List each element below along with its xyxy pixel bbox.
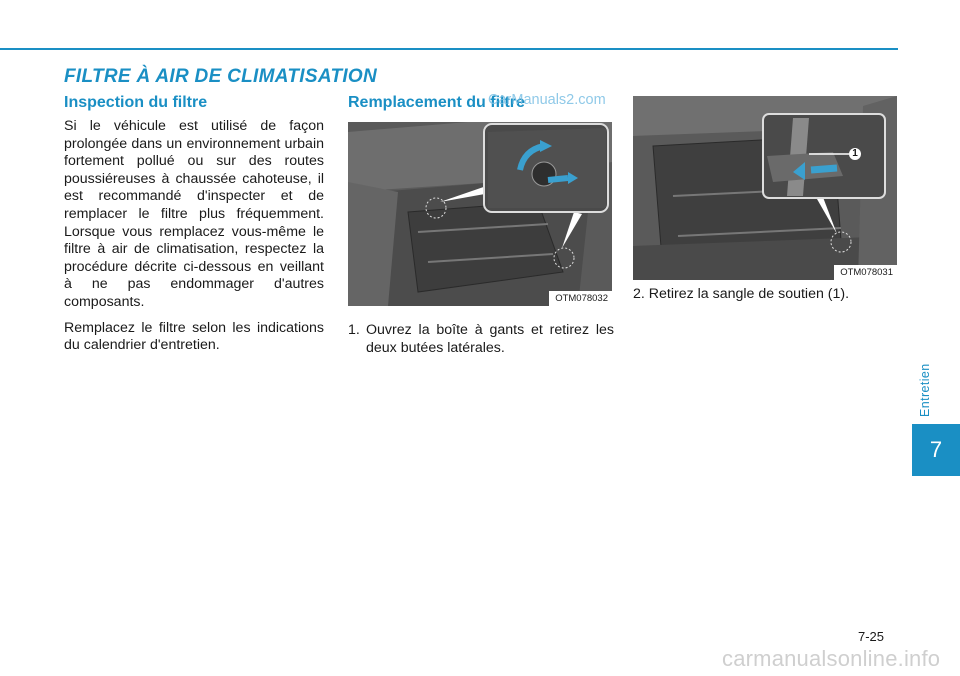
step-text: 2. Retirez la sangle de soutien (1). xyxy=(633,286,850,302)
step-text: Ouvrez la boîte à gants et retirez les deux butées latérales. xyxy=(366,322,614,356)
chapter-number: 7 xyxy=(929,437,943,462)
inspection-paragraph-1: Si le véhicule est utilisé de façon prolongée dans un environnement urbain fortement pollué ou sur des routes poussiéreuses à chaussée cahoteuse, il est recommandé d'inspecter et de remplacer le filtre plus fréquemment. Lorsque vous remplacez vous-même le filtre à air de climatisation, respectez la procédure décrite ci-dessous en veillant à ne pas endommager d'autres composants. xyxy=(64,118,324,310)
chapter-tab xyxy=(912,424,960,476)
inspection-paragraph-2: Remplacez le filtre selon les indications du calendrier d'entretien. xyxy=(64,319,324,354)
glovebox-illustration-2 xyxy=(633,96,897,280)
step-number: 1. xyxy=(348,322,360,338)
step-1 xyxy=(348,322,614,357)
figure-support-strap xyxy=(633,96,897,280)
inspection-text xyxy=(64,118,324,363)
figure-caption: OTM078032 xyxy=(549,291,612,306)
replacement-heading: Remplacement du filtre xyxy=(348,94,525,111)
section-label: Entretien xyxy=(918,363,932,417)
page-title: FILTRE À AIR DE CLIMATISATION xyxy=(64,66,378,87)
figure-caption: OTM078031 xyxy=(834,265,897,280)
callout-number: 1 xyxy=(852,148,858,159)
watermark-top: CarManuals2.com xyxy=(488,92,606,108)
step-2 xyxy=(633,286,899,304)
page-number: 7-25 xyxy=(858,629,885,644)
header-rule xyxy=(0,48,898,50)
figure-glovebox-stoppers xyxy=(348,122,612,306)
inspection-heading: Inspection du filtre xyxy=(64,94,208,111)
callout-badge xyxy=(849,148,861,160)
glovebox-illustration-1 xyxy=(348,122,612,306)
watermark-bottom: carmanualsonline.info xyxy=(722,646,941,671)
